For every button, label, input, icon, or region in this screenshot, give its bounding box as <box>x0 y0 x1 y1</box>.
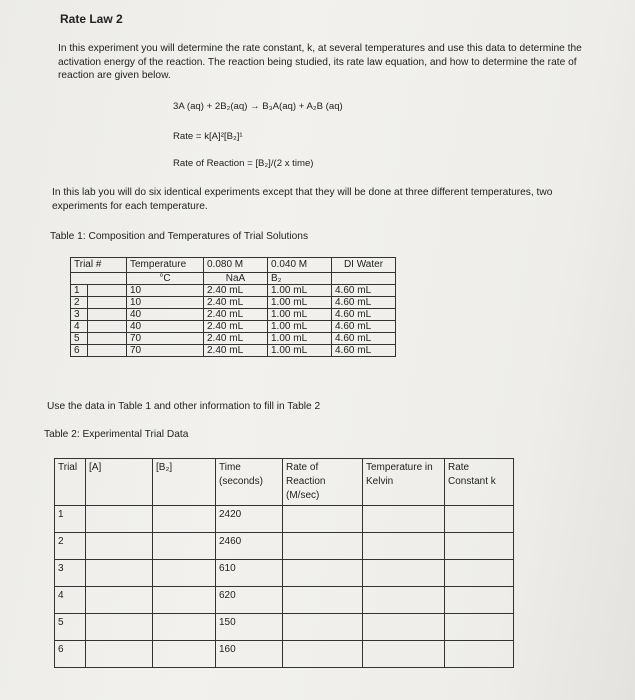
table2-cell-trial: 4 <box>55 587 86 614</box>
table1-header-naa: 0.080 M <box>204 258 268 273</box>
table1-cell: 70 <box>127 333 204 345</box>
table1-row <box>71 345 396 357</box>
table2-cell-trial: 6 <box>55 641 86 668</box>
use-data-note: Use the data in Table 1 and other information to fill in Table 2 <box>47 401 321 412</box>
table2-cell-k[interactable] <box>445 614 514 641</box>
table1-subheader-naa: NaA <box>204 273 268 285</box>
rate-law-equation: Rate = k[A]²[B₂]¹ <box>173 131 243 142</box>
page-title: Rate Law 2 <box>60 12 123 26</box>
table2-row <box>55 533 514 560</box>
table2-cell-a[interactable] <box>86 587 153 614</box>
table2-cell-k[interactable] <box>445 641 514 668</box>
table2-cell-a[interactable] <box>86 560 153 587</box>
table2-header-a: [A] <box>86 459 153 506</box>
table1-subheader-trial <box>71 273 127 285</box>
table1-cell: 1.00 mL <box>268 297 332 309</box>
table1-row <box>71 297 396 309</box>
table1-header-temperature: Temperature <box>127 258 204 273</box>
table2-cell-trial: 3 <box>55 560 86 587</box>
intro-paragraph: In this experiment you will determine the rate constant, k, at several temperatures and use this data to determine the activation energy of the reaction. The reaction being studied, its rate law equation, and how to determine the rate of reaction are given below. <box>58 43 582 81</box>
table1-subheader-b2: B₂ <box>268 273 332 285</box>
table1-cell: 1.00 mL <box>268 345 332 357</box>
table2-cell-temperature[interactable] <box>363 641 445 668</box>
table2-cell-rate[interactable] <box>283 614 363 641</box>
table1-caption: Table 1: Composition and Temperatures of Trial Solutions <box>50 231 309 242</box>
table1-row <box>71 285 396 297</box>
reaction-equation: 3A (aq) + 2B₂(aq) → B₃A(aq) + A₂B (aq) <box>173 101 343 112</box>
table2-header-b2: [B₂] <box>153 459 216 506</box>
table1-subheader-water <box>332 273 396 285</box>
lab-note: In this lab you will do six identical experiments except that they will be done at three different temperatures, two experiments for each temperature. <box>52 187 553 212</box>
table1-cell: 5 <box>71 333 88 345</box>
table2-cell-temperature[interactable] <box>363 587 445 614</box>
table1-cell: 3 <box>71 309 88 321</box>
table2-cell-k[interactable] <box>445 506 514 533</box>
table2-cell-k[interactable] <box>445 587 514 614</box>
table1-header-trial: Trial # <box>71 258 127 273</box>
table1-header-water: DI Water <box>332 258 396 273</box>
table2-row <box>55 506 514 533</box>
table2-row <box>55 641 514 668</box>
table2-cell-a[interactable] <box>86 641 153 668</box>
table2-cell-a[interactable] <box>86 614 153 641</box>
table1-cell: 2.40 mL <box>204 321 268 333</box>
table2-header-rate: Rate of Reaction (M/sec) <box>283 459 363 506</box>
table2-cell-time: 610 <box>216 560 283 587</box>
table1-row <box>71 333 396 345</box>
table2-cell-time: 2460 <box>216 533 283 560</box>
table2-row <box>55 560 514 587</box>
table2-cell-a[interactable] <box>86 533 153 560</box>
table1-cell: 2.40 mL <box>204 285 268 297</box>
table2-cell-rate[interactable] <box>283 506 363 533</box>
table2-header-temperature: Temperature in Kelvin <box>363 459 445 506</box>
table1-cell: 1.00 mL <box>268 285 332 297</box>
table2-cell-time: 2420 <box>216 506 283 533</box>
table2-cell-rate[interactable] <box>283 560 363 587</box>
table1 <box>70 257 396 357</box>
table2-cell-a[interactable] <box>86 506 153 533</box>
table2-cell-temperature[interactable] <box>363 560 445 587</box>
table2-row <box>55 614 514 641</box>
table1-cell: 4.60 mL <box>332 297 396 309</box>
table1-cell: 2 <box>71 297 88 309</box>
table1-cell: 4.60 mL <box>332 309 396 321</box>
table1-subheader-temperature: °C <box>127 273 204 285</box>
table2-caption: Table 2: Experimental Trial Data <box>44 429 189 440</box>
rate-of-reaction-equation: Rate of Reaction = [B₂]/(2 x time) <box>173 158 314 169</box>
table1-row <box>71 309 396 321</box>
table1-cell: 4.60 mL <box>332 285 396 297</box>
table2-row <box>55 587 514 614</box>
table1-cell: 1.00 mL <box>268 333 332 345</box>
table1-cell: 10 <box>127 297 204 309</box>
table2-cell-k[interactable] <box>445 533 514 560</box>
table1-cell: 2.40 mL <box>204 345 268 357</box>
table2-header-time: Time (seconds) <box>216 459 283 506</box>
table2-cell-time: 620 <box>216 587 283 614</box>
table2-cell-time: 160 <box>216 641 283 668</box>
table2-header-rate-constant: Rate Constant k <box>445 459 514 506</box>
table1-cell: 2.40 mL <box>204 333 268 345</box>
table1-row <box>71 321 396 333</box>
table1-cell: 4 <box>71 321 88 333</box>
table1-cell: 1.00 mL <box>268 309 332 321</box>
table1-cell: 40 <box>127 309 204 321</box>
table2 <box>54 458 514 668</box>
table1-cell: 40 <box>127 321 204 333</box>
table2-cell-temperature[interactable] <box>363 506 445 533</box>
table1-cell: 6 <box>71 345 88 357</box>
table2-cell-k[interactable] <box>445 560 514 587</box>
table2-cell-b2[interactable] <box>153 614 216 641</box>
table1-cell: 10 <box>127 285 204 297</box>
table2-cell-time: 150 <box>216 614 283 641</box>
table2-cell-rate[interactable] <box>283 533 363 560</box>
table2-cell-trial: 1 <box>55 506 86 533</box>
table1-cell: 4.60 mL <box>332 345 396 357</box>
table1-cell: 2.40 mL <box>204 309 268 321</box>
table1-cell: 2.40 mL <box>204 297 268 309</box>
table1-header-b2: 0.040 M <box>268 258 332 273</box>
table2-cell-b2[interactable] <box>153 533 216 560</box>
table1-cell: 4.60 mL <box>332 333 396 345</box>
table2-cell-b2[interactable] <box>153 641 216 668</box>
table1-cell: 4.60 mL <box>332 321 396 333</box>
table1-cell: 1 <box>71 285 88 297</box>
table2-cell-trial: 5 <box>55 614 86 641</box>
table2-cell-rate[interactable] <box>283 641 363 668</box>
table2-cell-temperature[interactable] <box>363 533 445 560</box>
table2-cell-trial: 2 <box>55 533 86 560</box>
table2-cell-b2[interactable] <box>153 506 216 533</box>
table1-cell: 70 <box>127 345 204 357</box>
table2-cell-temperature[interactable] <box>363 614 445 641</box>
table2-cell-b2[interactable] <box>153 560 216 587</box>
table2-header-trial: Trial <box>55 459 86 506</box>
table2-cell-rate[interactable] <box>283 587 363 614</box>
table2-cell-b2[interactable] <box>153 587 216 614</box>
table1-cell: 1.00 mL <box>268 321 332 333</box>
